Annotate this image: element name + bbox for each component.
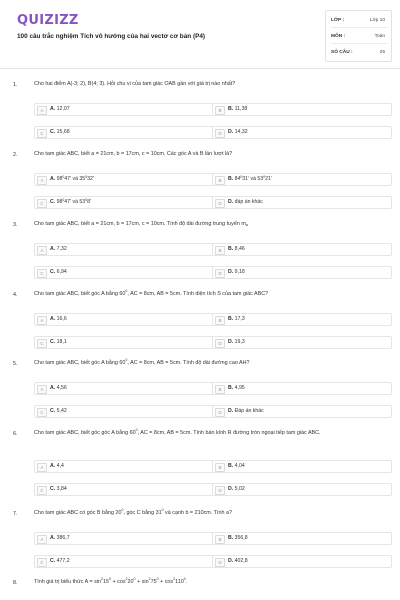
meta-label: MÔN : bbox=[331, 33, 346, 39]
answer-option-a[interactable] bbox=[34, 173, 214, 186]
answer-option-c[interactable] bbox=[34, 266, 214, 279]
option-text: B. $84^031'$ và $53^021'$ bbox=[228, 175, 272, 182]
option-letter-badge: D bbox=[215, 129, 225, 138]
answer-option-a[interactable] bbox=[34, 103, 214, 116]
meta-row-count bbox=[331, 45, 387, 59]
option-letter-badge: C bbox=[37, 129, 47, 138]
option-letter-badge: A bbox=[37, 316, 47, 325]
question-number: 5. bbox=[13, 361, 18, 367]
question-text: Cho tam giác ABC, biết góc A bằng $60^0$, AC = 8cm, AB = 5cm. Tính diện tích S của tam giác ABC? bbox=[34, 289, 269, 297]
meta-label: LỚP : bbox=[331, 17, 345, 23]
answer-option-b[interactable] bbox=[212, 103, 392, 116]
answer-option-b[interactable] bbox=[212, 243, 392, 256]
option-text: C. 15,68 bbox=[50, 129, 70, 135]
answer-option-b[interactable] bbox=[212, 532, 392, 545]
option-letter-badge: A bbox=[37, 106, 47, 115]
option-text: C. 477,2 bbox=[50, 558, 70, 564]
answer-option-d[interactable] bbox=[212, 336, 392, 349]
question-number: 8. bbox=[13, 580, 18, 586]
option-letter-badge: A bbox=[37, 463, 47, 472]
question-text: Cho tam giác ABC, biết góc A bằng $60^0$, AC = 8cm, AB = 5cm. Tính độ dài đường cao AH? bbox=[34, 358, 250, 366]
option-letter-badge: A bbox=[37, 535, 47, 544]
option-letter-badge: A bbox=[37, 176, 47, 185]
answer-option-d[interactable] bbox=[212, 483, 392, 496]
question-text: Cho hai điểm A(-3; 2), B(4; 3). Hỏi chu vi của tam giác OAB gần với giá trị nào nhất? bbox=[34, 81, 236, 87]
question-number: 3. bbox=[13, 222, 18, 228]
option-letter-badge: D bbox=[215, 269, 225, 278]
option-letter-badge: C bbox=[37, 408, 47, 417]
answer-option-a[interactable] bbox=[34, 382, 214, 395]
option-letter-badge: C bbox=[37, 558, 47, 567]
answer-option-c[interactable] bbox=[34, 196, 214, 209]
option-text: A. $98^047'$ và $35^032'$ bbox=[50, 175, 94, 182]
option-letter-badge: C bbox=[37, 486, 47, 495]
option-text: C. 18,1 bbox=[50, 339, 67, 345]
question-text: Cho tam giác ABC, biết góc góc A bằng $60^0$, AC = 8cm, AB = 5cm. Tính bán kính R đường tròn ngoại tiếp tam giác ABC. bbox=[34, 428, 321, 436]
question-number: 1. bbox=[13, 82, 18, 88]
option-text: C. 6,94 bbox=[50, 269, 67, 275]
answer-option-d[interactable] bbox=[212, 196, 392, 209]
option-letter-badge: B bbox=[215, 535, 225, 544]
option-letter-badge: D bbox=[215, 339, 225, 348]
option-letter-badge: C bbox=[37, 269, 47, 278]
question-number: 2. bbox=[13, 152, 18, 158]
meta-info-box bbox=[325, 10, 392, 62]
option-letter-badge: C bbox=[37, 339, 47, 348]
answer-option-c[interactable] bbox=[34, 126, 214, 139]
option-letter-badge: C bbox=[37, 199, 47, 208]
option-text: B. 11,38 bbox=[228, 106, 248, 112]
option-letter-badge: A bbox=[37, 246, 47, 255]
meta-row-subject bbox=[331, 29, 387, 44]
answer-option-c[interactable] bbox=[34, 336, 214, 349]
meta-value: Lớp 10 bbox=[369, 17, 385, 23]
meta-value: Toán bbox=[374, 33, 385, 39]
option-text: A. 16,6 bbox=[50, 316, 67, 322]
question-text: Cho tam giác ABC có góc B bằng $20^0$, góc C bằng $31^0$ và cạnh b = 210cm. Tính a? bbox=[34, 508, 232, 516]
header-divider bbox=[0, 68, 400, 69]
answer-option-c[interactable] bbox=[34, 555, 214, 568]
option-letter-badge: B bbox=[215, 106, 225, 115]
option-letter-badge: D bbox=[215, 408, 225, 417]
answer-option-b[interactable] bbox=[212, 460, 392, 473]
quizizz-logo: QUIZIZZ bbox=[17, 13, 79, 28]
option-text: D. đáp án khác bbox=[228, 199, 263, 205]
meta-row-class bbox=[331, 13, 387, 28]
answer-option-b[interactable] bbox=[212, 313, 392, 326]
question-number: 4. bbox=[13, 292, 18, 298]
option-letter-badge: B bbox=[215, 176, 225, 185]
answer-option-a[interactable] bbox=[34, 313, 214, 326]
option-text: A. 386,7 bbox=[50, 535, 70, 541]
question-text: Cho tam giác ABC, biết a = 21cm, b = 17cm, c = 10cm. Các góc A và B lần lượt là? bbox=[34, 151, 233, 157]
option-letter-badge: A bbox=[37, 385, 47, 394]
option-text: D. Đáp án khác bbox=[228, 408, 264, 414]
question-text: Cho tam giác ABC, biết a = 21cm, b = 17cm, c = 10cm. Tính độ dài đường trung tuyến $m_a$ bbox=[34, 221, 248, 227]
answer-option-c[interactable] bbox=[34, 483, 214, 496]
option-letter-badge: B bbox=[215, 316, 225, 325]
worksheet-header bbox=[0, 0, 400, 68]
answer-option-a[interactable] bbox=[34, 460, 214, 473]
option-letter-badge: B bbox=[215, 463, 225, 472]
option-text: B. 17,3 bbox=[228, 316, 245, 322]
option-text: C. 3,84 bbox=[50, 486, 67, 492]
document-title: 100 câu trắc nghiệm Tích vô hướng của hai vectơ cơ bản (P4) bbox=[17, 33, 206, 40]
option-letter-badge: D bbox=[215, 558, 225, 567]
answer-option-d[interactable] bbox=[212, 266, 392, 279]
meta-value: 25 bbox=[379, 49, 385, 55]
option-text: C. 5,42 bbox=[50, 408, 67, 414]
option-text: B. 4,04 bbox=[228, 463, 245, 469]
option-text: B. 356,8 bbox=[228, 535, 248, 541]
option-letter-badge: D bbox=[215, 486, 225, 495]
answer-option-a[interactable] bbox=[34, 532, 214, 545]
option-text: B. 8,46 bbox=[228, 246, 245, 252]
option-text: D. 402,8 bbox=[228, 558, 248, 564]
option-text: D. 9,18 bbox=[228, 269, 245, 275]
option-text: B. 4,95 bbox=[228, 385, 245, 391]
option-letter-badge: B bbox=[215, 246, 225, 255]
answer-option-c[interactable] bbox=[34, 405, 214, 418]
answer-option-b[interactable] bbox=[212, 382, 392, 395]
answer-option-b[interactable] bbox=[212, 173, 392, 186]
option-text: D. 19,3 bbox=[228, 339, 245, 345]
question-number: 7. bbox=[13, 511, 18, 517]
meta-label: SỐ CÂU : bbox=[331, 49, 353, 55]
answer-option-d[interactable] bbox=[212, 405, 392, 418]
option-text: A. 12,07 bbox=[50, 106, 70, 112]
option-text: A. 4,4 bbox=[50, 463, 64, 469]
option-text: D. 5,02 bbox=[228, 486, 245, 492]
option-letter-badge: D bbox=[215, 199, 225, 208]
option-text: A. 4,56 bbox=[50, 385, 67, 391]
answer-option-d[interactable] bbox=[212, 555, 392, 568]
option-text: D. 14,32 bbox=[228, 129, 248, 135]
option-letter-badge: B bbox=[215, 385, 225, 394]
answer-option-a[interactable] bbox=[34, 243, 214, 256]
option-text: A. 7,32 bbox=[50, 246, 67, 252]
question-text: Tính giá trị biểu thức $A = \sin^215^0 + \cos^220^0 + \sin^275^0 + \cos^2110^0$. bbox=[34, 577, 188, 585]
answer-option-d[interactable] bbox=[212, 126, 392, 139]
option-text: C. $98^047'$ và $53^08'$ bbox=[50, 198, 91, 205]
question-number: 6. bbox=[13, 431, 18, 437]
